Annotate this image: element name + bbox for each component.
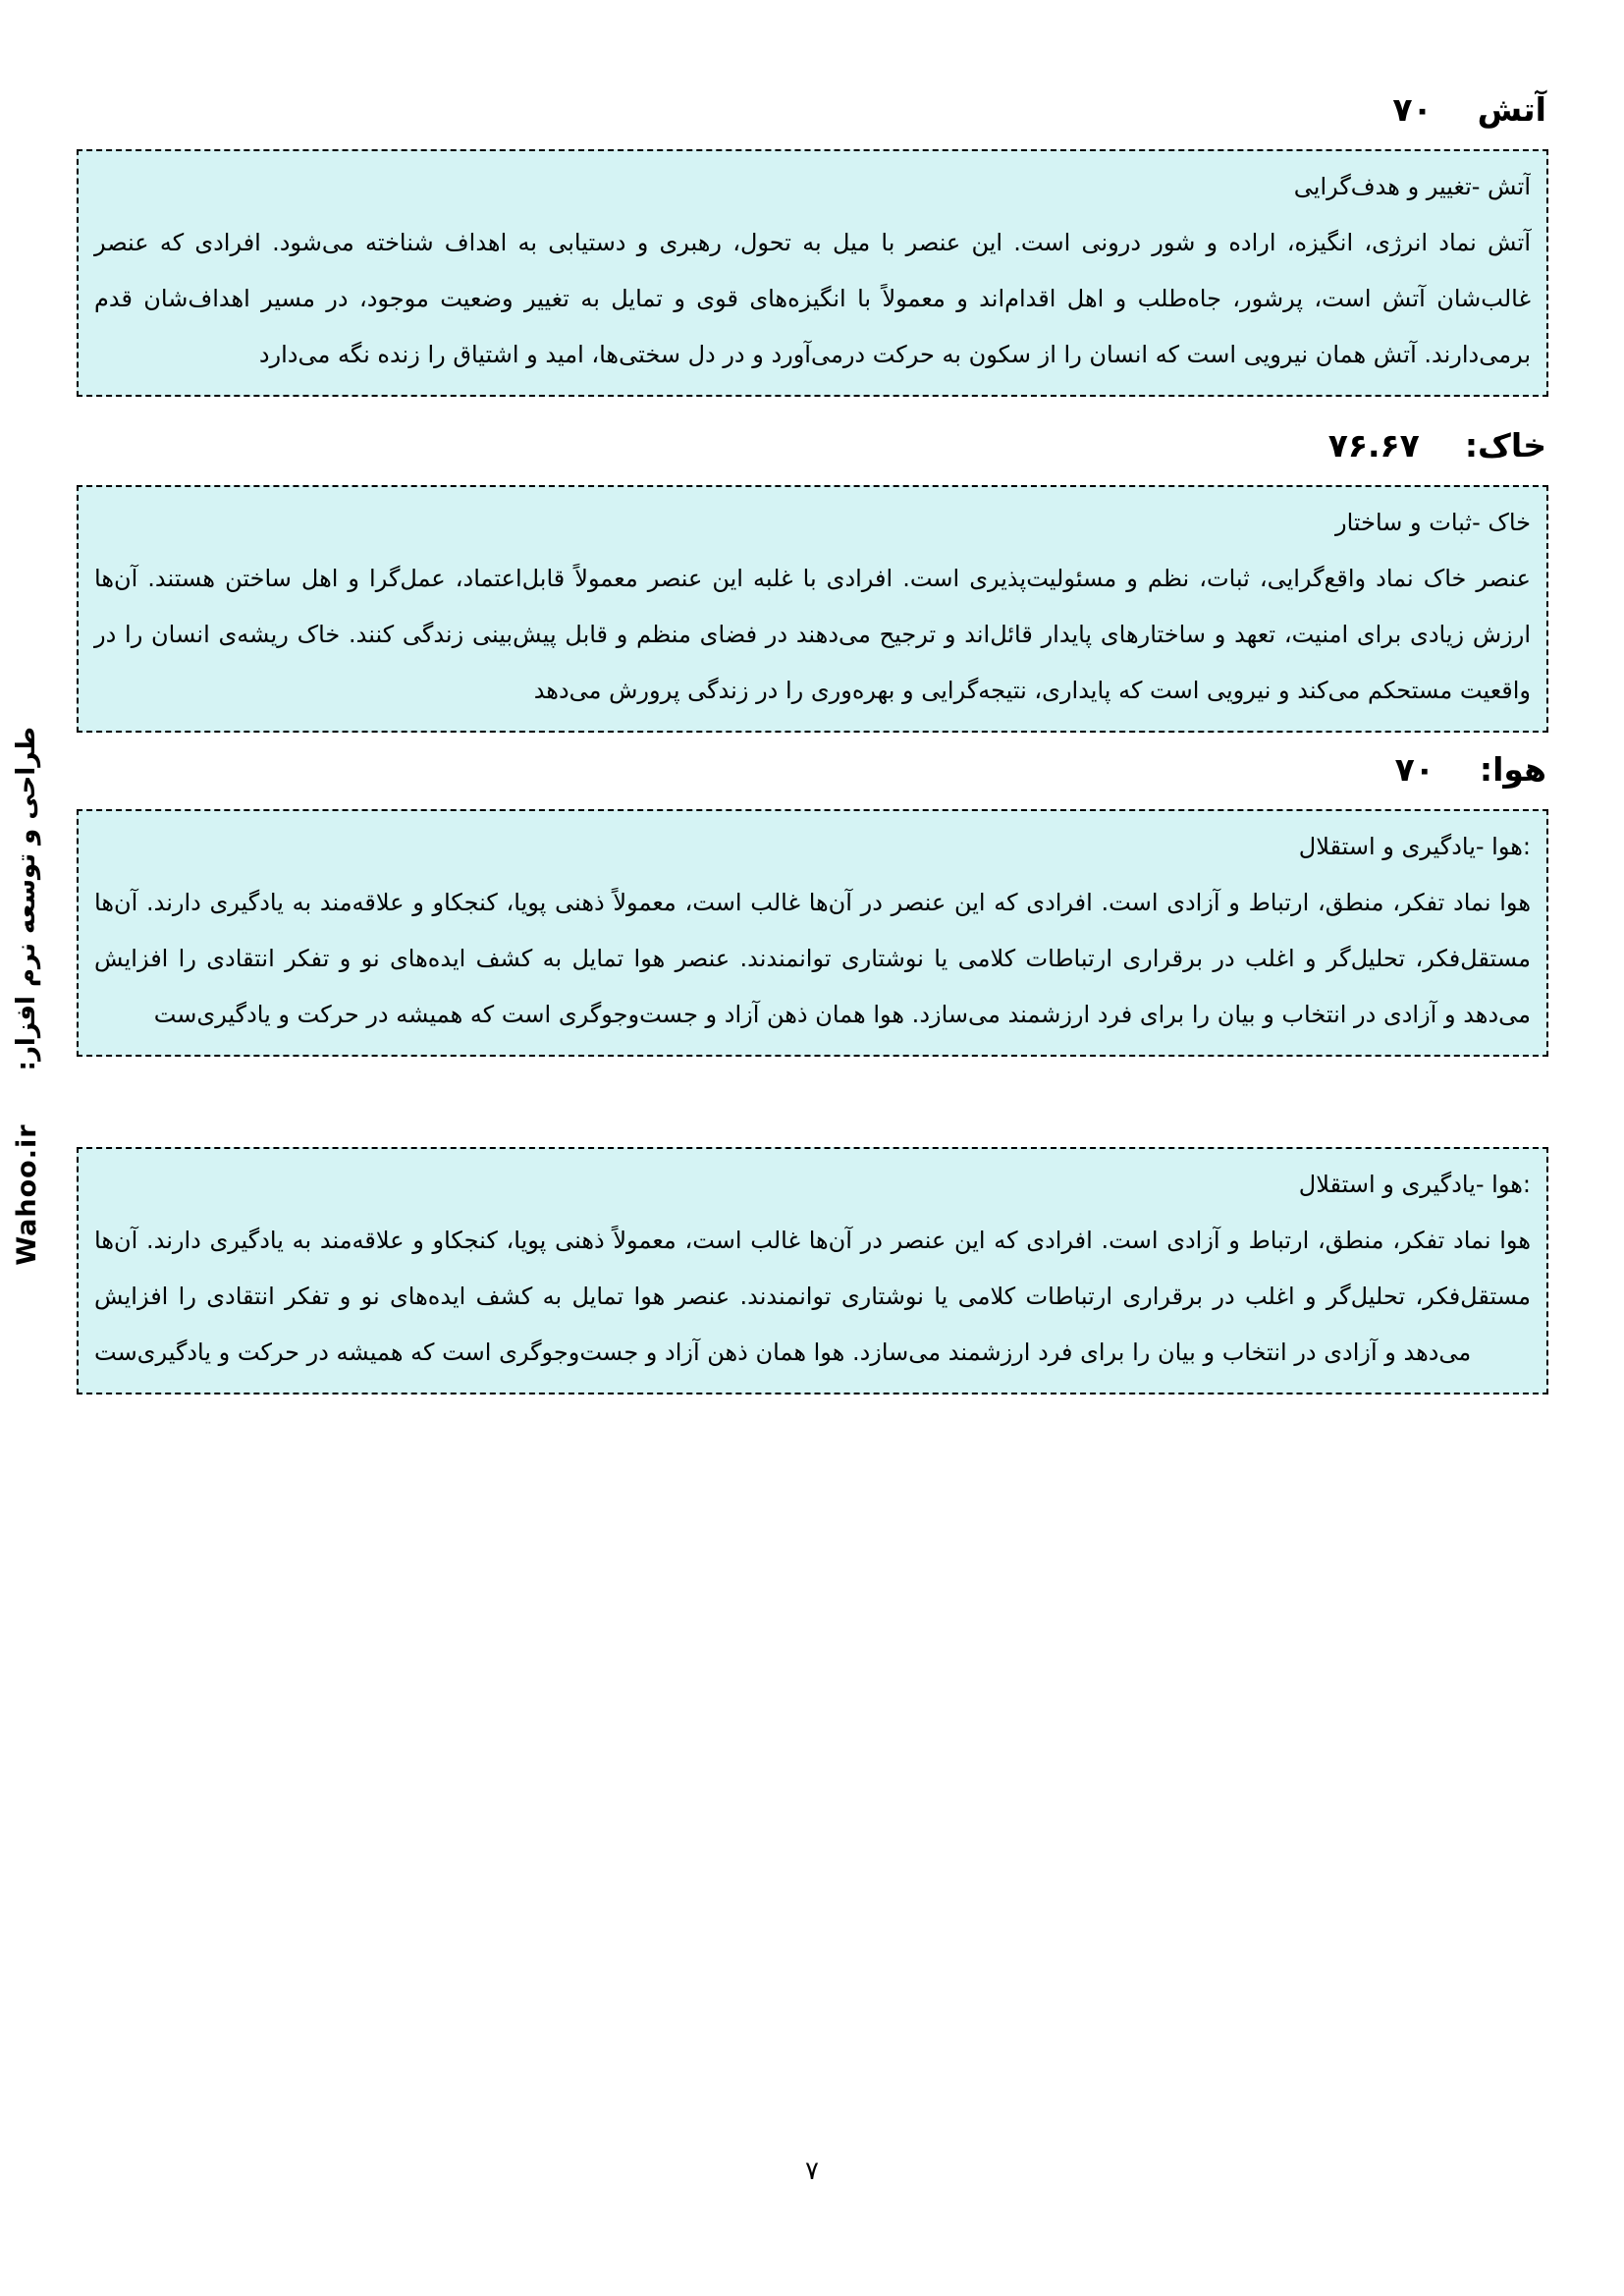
earth-heading-label: خاک: (1464, 426, 1546, 465)
air-box-body: هوا نماد تفکر، منطق، ارتباط و آزادی است. افرادی که این عنصر در آن‌ها غالب است، معمولاً ذهنی پویا، کنجکاو و علاقه‌مند به یادگیری دارند. آن‌ها مستقل‌فکر، تحلیل‌گر و اغلب در برقراری ارتباطات کلامی یا نوشتاری توانمندند. عنصر هوا تمایل به کشف ایده‌های نو و تفکر انتقادی را افزایش می‌دهد و آزادی در انتخاب و بیان را برای فرد ارزشمند می‌سازد. هوا همان ذهن آزاد و جست‌وجوگری است که همیشه در حرکت و یادگیری‌ست (94, 889, 1531, 1028)
section-heading-air (77, 746, 1546, 793)
earth-heading-score: ۷۶.۶۷ (1327, 426, 1420, 465)
report-content (77, 86, 1548, 1394)
fire-heading-score: ۷۰ (1392, 90, 1433, 129)
air-heading-label: هوا: (1479, 750, 1546, 789)
air-heading-score: ۷۰ (1394, 750, 1435, 789)
section-heading-earth (77, 422, 1546, 469)
air-duplicate-box-body: هوا نماد تفکر، منطق، ارتباط و آزادی است. افرادی که این عنصر در آن‌ها غالب است، معمولاً ذهنی پویا، کنجکاو و علاقه‌مند به یادگیری دارند. آن‌ها مستقل‌فکر، تحلیل‌گر و اغلب در برقراری ارتباطات کلامی یا نوشتاری توانمندند. عنصر هوا تمایل به کشف ایده‌های نو و تفکر انتقادی را افزایش می‌دهد و آزادی در انتخاب و بیان را برای فرد ارزشمند می‌سازد. هوا همان ذهن آزاد و جست‌وجوگری است که همیشه در حرکت و یادگیری‌ست (94, 1227, 1531, 1366)
air-box-title: :هوا -یادگیری و استقلال (1298, 833, 1531, 860)
sidebar-credit-text: طراحی و توسعه نرم افزار: (12, 727, 41, 1071)
fire-box-body: آتش نماد انرژی، انگیزه، اراده و شور درونی است. این عنصر با میل به تحول، رهبری و دستیابی به اهداف شناخته می‌شود. افرادی که عنصر غالب‌شان آتش است، پرشور، جاه‌طلب و اهل اقدام‌اند و معمولاً با انگیزه‌های قوی و تمایل به تغییر وضعیت موجود، در مسیر اهداف‌شان قدم برمی‌دارند. آتش همان نیرویی است که انسان را از سکون به حرکت درمی‌آورد و در دل سختی‌ها، امید و اشتیاق را زنده نگه می‌دارد (94, 229, 1531, 368)
air-duplicate-box-title: :هوا -یادگیری و استقلال (1298, 1171, 1531, 1198)
info-box-air-duplicate (77, 1147, 1548, 1394)
sidebar-credit-site: Wahoo.ir (11, 1123, 42, 1266)
info-box-air (77, 809, 1548, 1057)
section-heading-fire (77, 86, 1546, 134)
earth-box-title: خاک -ثبات و ساختار (1335, 509, 1531, 536)
earth-box-body: عنصر خاک نماد واقع‌گرایی، ثبات، نظم و مسئولیت‌پذیری است. افرادی با غلبه این عنصر معمولاً قابل‌اعتماد، عمل‌گرا و اهل ساختن هستند. آن‌ها ارزش زیادی برای امنیت، تعهد و ساختارهای پایدار قائل‌اند و ترجیح می‌دهند در فضای منظم و قابل پیش‌بینی زندگی کنند. خاک ریشه‌ی انسان را در واقعیت مستحکم می‌کند و نیرویی است که پایداری، نتیجه‌گرایی و بهره‌وری را در زندگی پرورش می‌دهد (94, 565, 1531, 704)
fire-heading-label: آتش (1477, 90, 1546, 129)
info-box-fire (77, 149, 1548, 397)
info-box-earth (77, 485, 1548, 733)
page-number: ۷ (805, 2157, 819, 2186)
sidebar-credit (5, 727, 48, 1336)
fire-box-title: آتش -تغییر و هدف‌گرایی (1293, 173, 1531, 200)
